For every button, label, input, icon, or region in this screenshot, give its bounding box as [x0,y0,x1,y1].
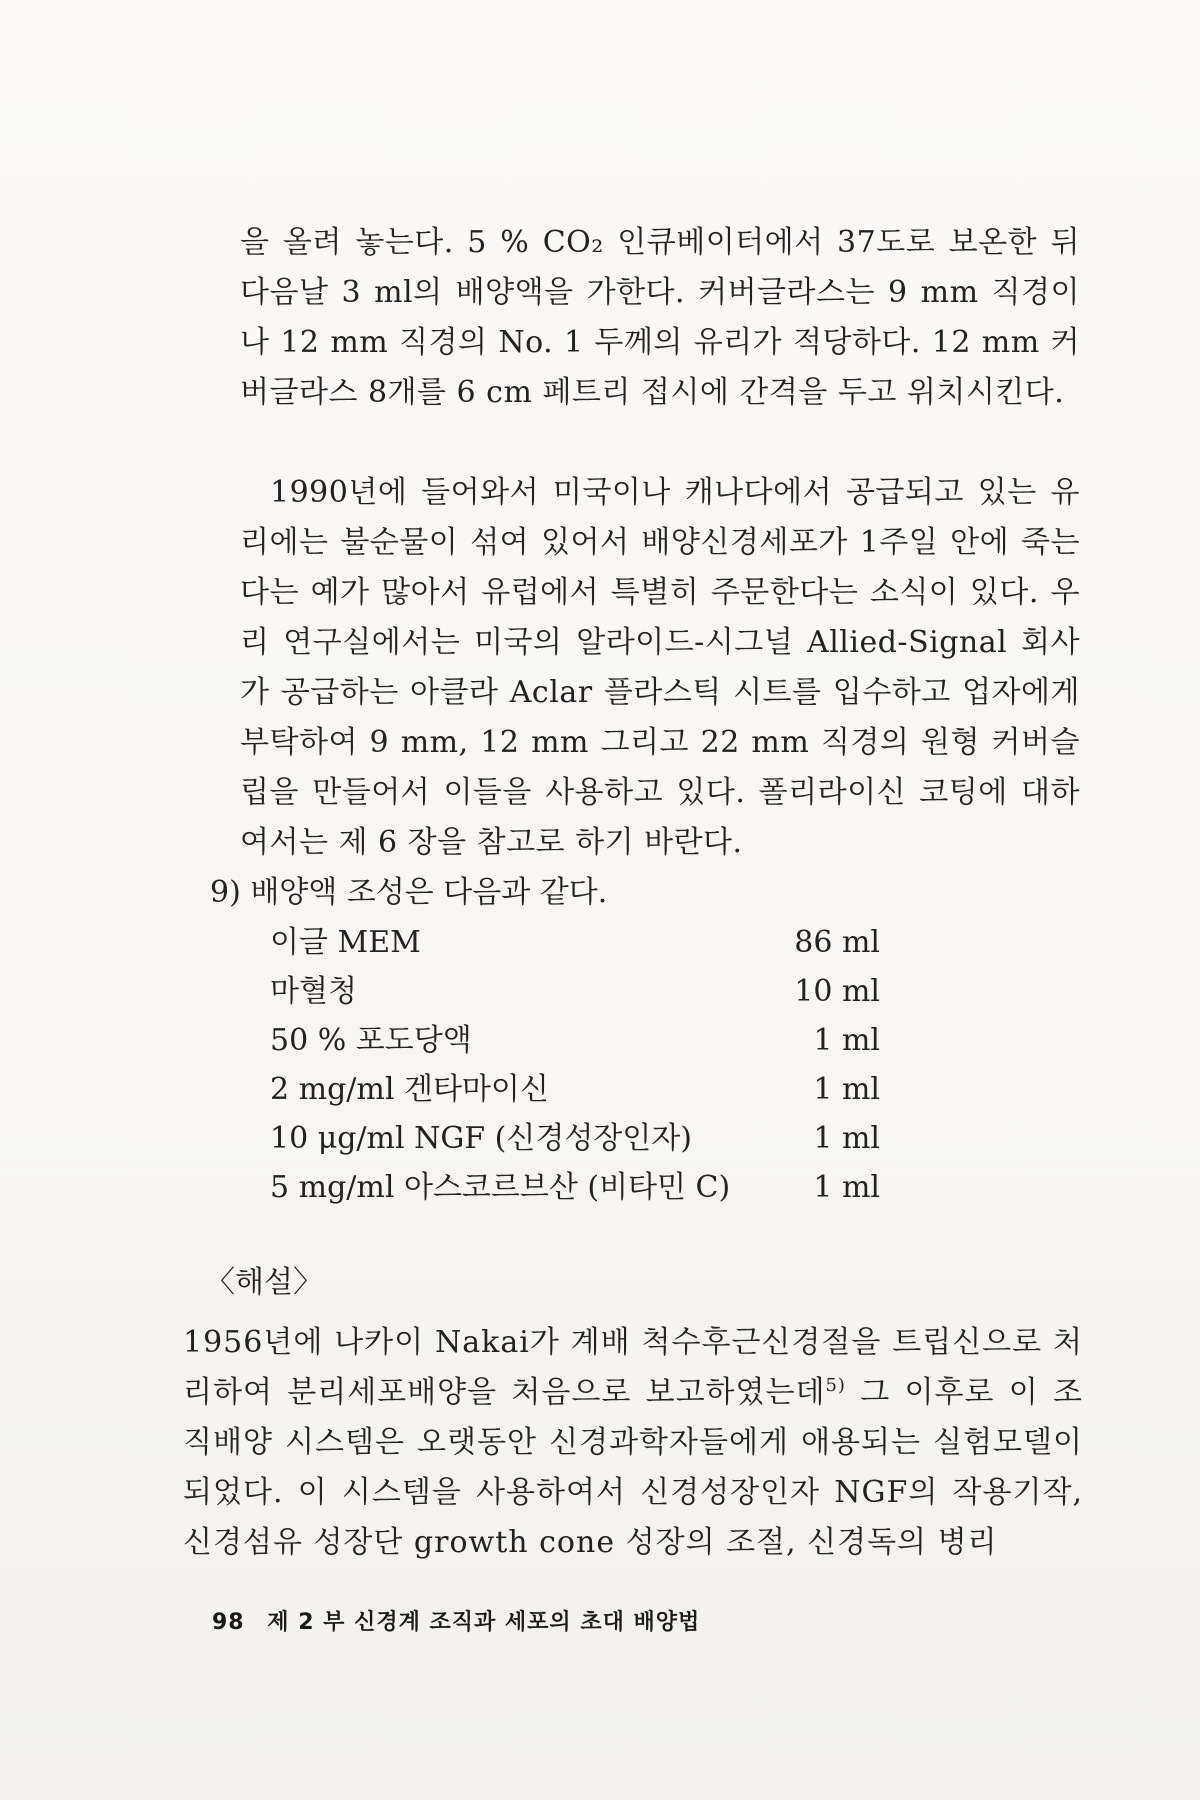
reference-superscript: 5) [825,1375,846,1396]
recipe-row [270,1163,880,1212]
recipe-ingredient: 2 mg/ml 겐타마이신 [270,1072,549,1107]
recipe-ingredient: 이글 MEM [270,925,421,960]
recipe-ingredient: 마혈청 [270,974,357,1009]
recipe-amount: 86 ml [794,925,880,960]
paragraph-glass-impurity [240,468,1080,868]
recipe-ingredient: 10 μg/ml NGF (신경성장인자) [270,1121,692,1156]
recipe-ingredient: 5 mg/ml 아스코르브산 (비타민 C) [270,1170,731,1205]
running-title: 제 2 부 신경계 조직과 세포의 초대 배양법 [267,1610,701,1635]
paragraph-text: 을 올려 놓는다. 5 % CO₂ 인큐베이터에서 37도로 보온한 뒤 다음날 3 ml의 배양액을 가한다. 커버글라스는 9 mm 직경이나 12 mm 직경의 No. 1 두께의 유리가 적당하다. 12 mm 커버글라스 8개를 6 cm 페트리 접시에 간격을 두고 위치시킨다. [240,225,1080,410]
paragraph-commentary [183,1318,1083,1568]
recipe-amount: 10 ml [794,974,880,1009]
recipe-ingredient: 50 % 포도당액 [270,1023,472,1058]
recipe-row [270,1065,880,1114]
recipe-row [270,1114,880,1163]
page-footer [212,1605,700,1636]
medium-recipe-list [270,918,880,1212]
paragraph-text [183,1318,1083,1568]
recipe-amount: 1 ml [813,1023,880,1058]
recipe-amount: 1 ml [813,1170,880,1205]
recipe-row [270,1016,880,1065]
recipe-amount: 1 ml [813,1121,880,1156]
paragraph-text: 1990년에 들어와서 미국이나 캐나다에서 공급되고 있는 유리에는 불순물이 섞여 있어서 배양신경세포가 1주일 안에 죽는다는 예가 많아서 유럽에서 특별히 주문한다는 소식이 있다. 우리 연구실에서는 미국의 알라이드-시그널 Allied-Signal 회사가 공급하는 아클라 Aclar 플라스틱 시트를 입수하고 업자에게 부탁하여 9 mm, 12 mm 그리고 22 mm 직경의 원형 커버슬립을 만들어서 이들을 사용하고 있다. 폴리라이신 코팅에 대하여서는 제 6 장을 참고로 하기 바란다. [240,475,1080,860]
recipe-row [270,918,880,967]
recipe-amount: 1 ml [813,1072,880,1107]
paragraph-coverglass [240,218,1080,418]
commentary-heading: 〈해설〉 [205,1265,323,1300]
item-9-heading: 9) 배양액 조성은 다음과 같다. [210,875,608,910]
page-number: 98 [212,1610,245,1635]
commentary-text-part2: 그 이후로 이 조직배양 시스템은 오랫동안 신경과학자들에게 애용되는 실험모델이 되었다. 이 시스템을 사용하여서 신경성장인자 NGF의 작용기작, 신경섬유 성장단 growth cone 성장의 조절, 신경독의 병리 [183,1375,1083,1560]
recipe-row [270,967,880,1016]
commentary-text-part1: 1956년에 나카이 Nakai가 계배 척수후근신경절을 트립신으로 처리하여 분리세포배양을 처음으로 보고하였는데 [183,1325,1083,1410]
